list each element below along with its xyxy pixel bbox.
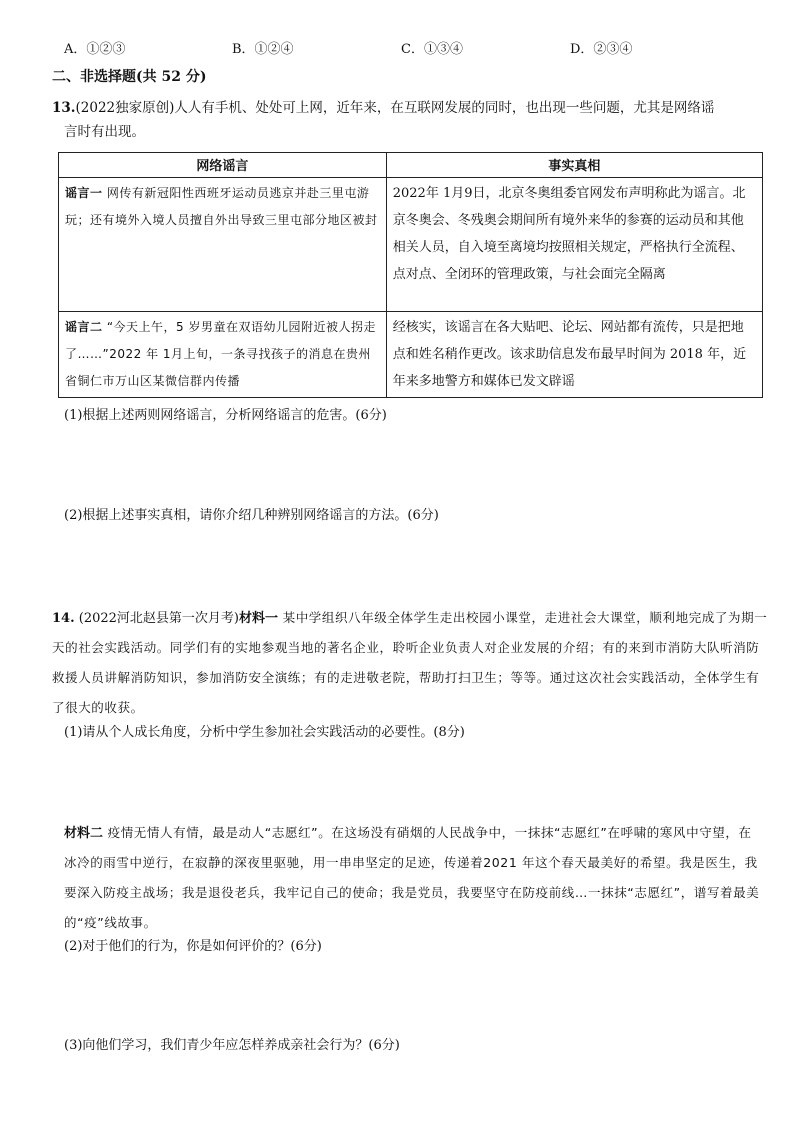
question-14-sub2: (2)对于他们的行为，你是如何评价的？(6分) [64,939,322,954]
rumor-text: “今天上午，5 岁男童在双语幼儿园附近被人拐走了……”2022 年 1月上旬，一条寻找孩子的消息在贵州省铜仁市万山区某微信群内传播 [65,320,376,388]
rumor-cell [59,178,387,312]
question-13-sub1: (1)根据上述两则网络谣言，分析网络谣言的危害。(6分) [64,408,387,423]
option-c: C．①③④ [401,42,463,57]
rumor-tag: 谣言二 [65,320,103,334]
table-header-rumor: 网络谣言 [59,153,387,178]
material1-text: 某中学组织八年级全体学生走出校园小课堂，走进社会大课堂，顺利地完成了为期一天的社会实践活动。同学们有的实地参观当地的著名企业，聆听企业负责人对企业发展的介绍；有的来到市消防大队听消防救援人员讲解消防知识，参加消防安全演练；有的走进敬老院，帮助打扫卫生；等等。通过这次社会实践活动，全体学生有了很大的收获。 [52,610,768,715]
material2-text: 疫情无情人有情，最是动人“志愿红”。在这场没有硝烟的人民战争中，一抹抹“志愿红”在呼啸的寒风中守望，在冰冷的雨雪中逆行，在寂静的深夜里驱驰，用一串串坚定的足迹，传递着2021 年这个春天最美好的希望。我是医生，我要深入防疫主战场；我是退役老兵，我牢记自己的使命；我是党员，我要坚守在防疫前线…一抹抹“志愿红”，谱写着最美的“疫”线故事。 [64,825,760,930]
material1-tag: 材料一 [239,611,279,626]
table-row [59,312,763,398]
table-row [59,178,763,312]
table-header-row [59,153,763,178]
question-14-material1 [52,603,768,723]
option-d: D．②③④ [570,42,633,57]
fact-cell: 经核实，该谣言在各大贴吧、论坛、网站都有流传，只是把地点和姓名稍作更改。该求助信息发布最早时间为 2018 年，近年来多地警方和媒体已发文辟谣 [386,312,762,398]
question-13-stem-line1: (2022独家原创)人人有手机、处处可上网，近年来，在互联网发展的同时，也出现一些问题，尤其是网络谣 [75,100,715,116]
question-14-source: (2022河北赵县第一次月考) [78,611,239,626]
rumor-cell [59,312,387,398]
fact-cell: 2022年 1月9日，北京冬奥组委官网发布声明称此为谣言。北京冬奥会、冬残奥会期间所有境外来华的参赛的运动员和其他相关人员，自入境至离境均按照相关规定，严格执行全流程、点对点、全闭环的管理政策，与社会面完全隔离 [386,178,762,312]
question-14-sub3: (3)向他们学习，我们青少年应怎样养成亲社会行为？(6分) [64,1038,400,1053]
question-13-sub2: (2)根据上述事实真相，请你介绍几种辨别网络谣言的方法。(6分) [64,508,439,523]
option-a: A．①②③ [64,42,126,57]
section-title: 二、非选择题(共 52 分) [52,69,207,85]
question-14-material2 [64,818,764,938]
question-14-number: 14. [52,611,75,626]
material2-tag: 材料二 [64,826,104,841]
rumor-text: 网传有新冠阳性西班牙运动员逃京并赴三里屯游玩；还有境外入境人员擅自外出导致三里屯部分地区被封 [65,186,378,227]
option-b: B．①②④ [232,42,294,57]
question-13-number: 13. [52,100,76,116]
table-header-fact: 事实真相 [386,153,762,178]
rumor-table [58,152,763,398]
question-13-stem-line2: 言时有出现。 [64,124,145,140]
rumor-tag: 谣言一 [65,186,103,200]
question-14-sub1: (1)请从个人成长角度，分析中学生参加社会实践活动的必要性。(8分) [64,725,465,740]
question-13-stem [52,96,752,144]
